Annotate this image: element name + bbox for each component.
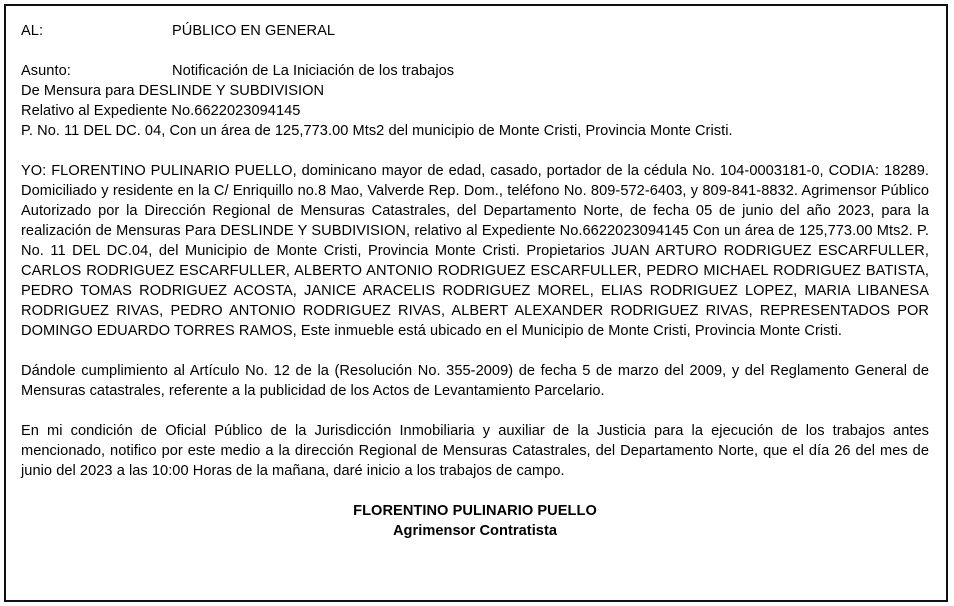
subject-label: Asunto: (21, 63, 71, 79)
spacer (21, 41, 929, 61)
notice-frame (4, 4, 948, 602)
subject-line-2: De Mensura para DESLINDE Y SUBDIVISION (21, 83, 325, 99)
spacer (21, 141, 929, 161)
spacer (21, 401, 929, 421)
signature-block (21, 501, 929, 541)
notification-paragraph: En mi condición de Oficial Público de la Jurisdicción Inmobiliaria y auxiliar de la Justicia para la ejecución de los trabajos antes mencionado, notifico por este medio a la dirección Regional de Mensuras Catastrales, del Departamento Norte, que el día 26 del mes de junio del 2023 a las 10:00 Horas de la mañana, daré inicio a los trabajos de campo. (21, 423, 929, 479)
recipient-label: AL: (21, 23, 44, 39)
subject-line-3: Relativo al Expediente No.6622023094145 (21, 103, 301, 119)
recipient-row (21, 21, 929, 41)
spacer (21, 341, 929, 361)
subject-value: Notificación de La Iniciación de los trabajos (172, 63, 455, 79)
legal-basis-paragraph: Dándole cumplimiento al Artículo No. 12 de la (Resolución No. 355-2009) de fecha 5 de marzo del 2009, y del Reglamento General de Mensuras catastrales, referente a la publicidad de los Actos de Levantamiento Parcelario. (21, 363, 929, 399)
subject-row (21, 61, 929, 81)
subject-line-4: P. No. 11 DEL DC. 04, Con un área de 125,773.00 Mts2 del municipio de Monte Cristi, Provincia Monte Cristi. (21, 123, 733, 139)
notice-content (21, 21, 929, 541)
recipient-value: PÚBLICO EN GENERAL (172, 23, 336, 39)
declaration-paragraph: YO: FLORENTINO PULINARIO PUELLO, dominicano mayor de edad, casado, portador de la cédula No. 104-0003181-0, CODIA: 18289. Domiciliado y residente en la C/ Enriquillo no.8 Mao, Valverde Rep. Dom., teléfono No. 809-572-6403, y 809-841-8832. Agrimensor Público Autorizado por la Dirección Regional de Mensuras Catastrales, del Departamento Norte, de fecha 05 de junio del año 2023, para la realización de Mensuras Para DESLINDE Y SUBDIVISION, relativo al Expediente No.6622023094145 Con un área de 125,773.00 Mts2. P. No. 11 DEL DC.04, del Municipio de Monte Cristi, Provincia Monte Cristi. Propietarios JUAN ARTURO RODRIGUEZ ESCARFULLER, CARLOS RODRIGUEZ ESCARFULLER, ALBERTO ANTONIO RODRIGUEZ ESCARFULLER, PEDRO MICHAEL RODRIGUEZ BATISTA, PEDRO TOMAS RODRIGUEZ ACOSTA, JANICE ARACELIS RODRIGUEZ MOREL, ELIAS RODRIGUEZ LOPEZ, MARIA LIBANESA RODRIGUEZ RIVAS, PEDRO ANTONIO RODRIGUEZ RIVAS, ALBERT ALEXANDER RODRIGUEZ RIVAS, REPRESENTADOS POR DOMINGO EDUARDO TORRES RAMOS, Este inmueble está ubicado en el Municipio de Monte Cristi, Provincia Monte Cristi. (21, 163, 929, 339)
signatory-title: Agrimensor Contratista (392, 523, 558, 539)
signatory-name: FLORENTINO PULINARIO PUELLO (353, 503, 597, 519)
